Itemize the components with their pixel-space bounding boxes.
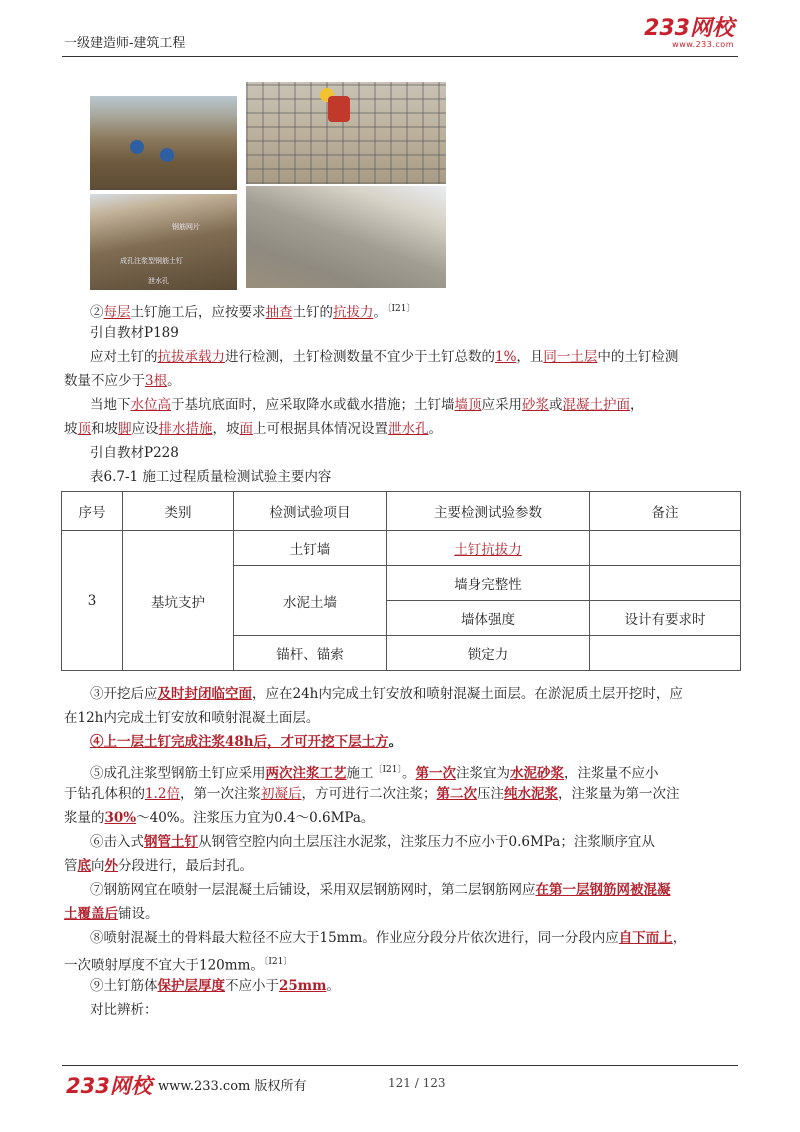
text: 上可根据具体情况设置 (253, 421, 388, 437)
worker-figure (328, 96, 350, 122)
header-divider (62, 56, 738, 57)
text: 向 (91, 858, 105, 874)
paragraph-drainage-line1 (64, 395, 644, 416)
worker-figure (160, 148, 174, 162)
paragraph-nail-inspection (64, 299, 416, 324)
mesh-laying-photo (246, 82, 446, 184)
text: 应对土钉的 (90, 349, 158, 365)
highlight: 墙顶 (454, 397, 482, 413)
text: 中的土钉检测 (597, 349, 679, 365)
text: ，坡 (212, 421, 240, 437)
text: ③开挖后应 (90, 686, 158, 702)
highlight: 及时封闭临空面 (157, 686, 252, 702)
text: ，注浆量不应小 (564, 765, 659, 782)
brand-logo-text: 233网校 (644, 16, 734, 41)
table-cell-note (590, 531, 741, 566)
text: 铺设。 (118, 906, 159, 922)
text: 从钢管空腔内向土层压注水泥浆，注浆压力不应小于0.6MPa；注浆顺序宜从 (198, 834, 655, 850)
text: 土钉施工后，应按要求 (130, 304, 266, 321)
soil-nail-photo-collage (90, 82, 450, 292)
table-cell-param: 墙身完整性 (387, 566, 590, 601)
highlight: ④上一层土钉完成注浆48h后，才可开挖下层土方 (90, 734, 389, 750)
textbook-reference: 引自教材P189 (90, 325, 179, 341)
textbook-reference: 引自教材P228 (90, 445, 179, 461)
exam-reference: 〔Ⅰ21〕 (373, 765, 403, 775)
highlight: 自下而上 (618, 930, 673, 946)
table-header-cell: 检测试验项目 (234, 492, 387, 531)
table-cell-note: 设计有要求时 (590, 601, 741, 636)
text: 浆量的 (64, 810, 105, 826)
text: 。 (388, 734, 403, 750)
text: 压注 (476, 786, 504, 802)
paragraph-shotcrete-line1 (64, 928, 686, 949)
paragraph-excavation-line2: 在12h内完成土钉安放和喷射混凝土面层。 (64, 710, 320, 726)
soil-nail-wall-photo (90, 194, 237, 290)
highlight: 1% (495, 349, 517, 365)
highlight: 水泥砂浆 (510, 765, 565, 782)
highlight: 混凝土护面 (562, 397, 630, 413)
footer-divider (62, 1065, 738, 1066)
table-cell-seq: 3 (62, 531, 123, 671)
paragraph-pullout-test-line2 (64, 371, 181, 392)
body-text-final (64, 976, 740, 1036)
exam-reference: 〔Ⅰ21〕 (263, 957, 293, 967)
paragraph-mesh-line1 (64, 880, 671, 901)
brand-logo (644, 18, 734, 49)
text: 当地下 (90, 397, 131, 413)
text: ， (630, 397, 644, 413)
text: ② (90, 304, 104, 321)
worker-figure (130, 140, 144, 154)
paragraph-two-stage-grouting-line2 (64, 784, 679, 805)
text: ，注浆量为第一次注 (557, 786, 680, 802)
highlight: 面 (239, 421, 253, 437)
photo-label-mesh: 钢筋网片 (172, 223, 200, 231)
text: 和坡 (91, 421, 118, 437)
shotcrete-slope-photo (246, 186, 446, 288)
text: 于基坑底面时，应采取降水或截水措施；土钉墙 (171, 397, 455, 413)
highlight: 保护层厚度 (157, 978, 225, 994)
highlight: 排水措施 (158, 421, 213, 437)
text: ，方可进行二次注浆； (301, 786, 437, 802)
text: 进行检测，土钉检测数量不宜少于土钉总数的 (225, 349, 495, 365)
table-cell-item: 水泥土墙 (234, 566, 387, 636)
highlight: 抗拔承载力 (157, 349, 225, 365)
text: ⑥击入式 (90, 834, 144, 850)
text: ， (672, 930, 687, 946)
footer-copyright: www.233.com 版权所有 (158, 1079, 307, 1094)
text: ⑧喷射混凝土的骨料最大粒径不应大于15mm。作业应分段分片依次进行，同一分段内应 (90, 930, 619, 946)
table-cell-param: 墙体强度 (387, 601, 590, 636)
table-cell-item: 锚杆、锚索 (234, 636, 387, 671)
highlight: 3根 (145, 373, 168, 389)
paragraph-mesh-line2 (64, 904, 159, 925)
paragraph-drainage-line2 (64, 419, 442, 440)
highlight: 土覆盖后 (64, 906, 118, 922)
highlight: 30% (104, 810, 137, 826)
table-header-cell: 序号 (62, 492, 123, 531)
text: ～40%。注浆压力宜为0.4～0.6MPa。 (136, 810, 375, 826)
table-header-cell: 类别 (123, 492, 234, 531)
text: 应采用 (481, 397, 522, 413)
text: ，第一次注浆 (179, 786, 261, 802)
text: 一次喷射厚度不宜大于120mm。 (64, 957, 264, 974)
highlight: 纯水泥浆 (503, 786, 558, 802)
text: 注浆宜为 (456, 765, 511, 782)
document-header-title: 一级建造师-建筑工程 (64, 36, 186, 51)
page-number: 121 / 123 (388, 1076, 446, 1090)
paragraph-steel-pipe-nail-line1 (64, 832, 655, 853)
text: 管 (64, 858, 78, 874)
paragraph-steel-pipe-nail-line2 (64, 856, 253, 877)
highlight: 每层 (103, 304, 131, 321)
text: 施工 (346, 765, 374, 782)
highlight: 土钉抗拔力 (454, 542, 522, 558)
comparison-heading: 对比辨析： (90, 1002, 158, 1018)
highlight: 抽查 (265, 304, 293, 321)
footer-logo: 233网校 (66, 1074, 152, 1098)
table-cell-param (387, 531, 590, 566)
text: 于钻孔体积的 (64, 786, 145, 802)
text: 。 (428, 421, 442, 437)
photo-label-drain: 泄水孔 (148, 277, 169, 285)
text: ，应在24h内完成土钉安放和喷射混凝土面层。在淤泥质土层开挖时，应 (252, 686, 683, 702)
highlight: 第一次 (415, 765, 457, 782)
highlight: 抗拔力 (333, 304, 374, 321)
highlight: 外 (104, 858, 118, 874)
text: 土钉的 (292, 304, 333, 321)
table-header-cell: 备注 (590, 492, 741, 531)
text: 坡 (64, 421, 78, 437)
body-text-upper (64, 299, 740, 489)
highlight: 初凝后 (260, 786, 302, 802)
paragraph-two-stage-grouting-line1 (64, 760, 659, 785)
highlight: 在第一层钢筋网被混凝 (535, 882, 671, 898)
text: 应设 (131, 421, 159, 437)
exam-reference: 〔Ⅰ21〕 (387, 304, 416, 314)
table-row (62, 531, 741, 566)
text: 或 (549, 397, 563, 413)
highlight: 泄水孔 (388, 421, 429, 437)
text: ，且 (516, 349, 544, 365)
highlight: 第二次 (436, 786, 477, 802)
paragraph-cover-thickness (64, 976, 340, 997)
text: 。 (167, 373, 181, 389)
body-text-lower (64, 684, 740, 984)
text: ⑨土钉筋体 (90, 978, 158, 994)
table-cell-category: 基坑支护 (123, 531, 234, 671)
paragraph-grouting-wait (64, 732, 402, 753)
table-cell-param: 锁定力 (387, 636, 590, 671)
quality-inspection-table (61, 491, 741, 671)
paragraph-two-stage-grouting-line3 (64, 808, 374, 829)
highlight: 砂浆 (522, 397, 549, 413)
text: 不应小于 (225, 978, 279, 994)
highlight: 水位高 (130, 397, 171, 413)
photo-label-nail: 成孔注浆型钢筋土钉 (120, 257, 183, 265)
highlight: 脚 (118, 421, 132, 437)
text: 。 (326, 978, 340, 994)
highlight: 两次注浆工艺 (265, 765, 347, 782)
text: 。 (373, 304, 387, 321)
text: 。 (402, 765, 416, 782)
text: ⑤成孔注浆型钢筋土钉应采用 (90, 765, 266, 782)
paragraph-shotcrete-line2 (64, 952, 292, 977)
table-cell-note (590, 566, 741, 601)
highlight: 同一土层 (543, 349, 598, 365)
highlight: 1.2倍 (145, 786, 180, 802)
paragraph-pullout-test-line1 (64, 347, 678, 368)
table-caption: 表6.7-1 施工过程质量检测试验主要内容 (90, 469, 332, 485)
text: 数量不应少于 (64, 373, 145, 389)
table-header-row (62, 492, 741, 531)
text: 分段进行，最后封孔。 (118, 858, 253, 874)
table-cell-note (590, 636, 741, 671)
table-header-cell: 主要检测试验参数 (387, 492, 590, 531)
highlight: 钢管土钉 (144, 834, 198, 850)
highlight: 底 (77, 858, 91, 874)
highlight: 25mm (279, 978, 327, 994)
table-cell-item: 土钉墙 (234, 531, 387, 566)
excavation-photo (90, 96, 237, 190)
text: ⑦钢筋网宜在喷射一层混凝土后铺设，采用双层钢筋网时，第二层钢筋网应 (90, 882, 536, 898)
brand-logo-url: www.233.com (672, 40, 734, 49)
highlight: 顶 (77, 421, 91, 437)
paragraph-excavation-line1 (64, 684, 683, 705)
